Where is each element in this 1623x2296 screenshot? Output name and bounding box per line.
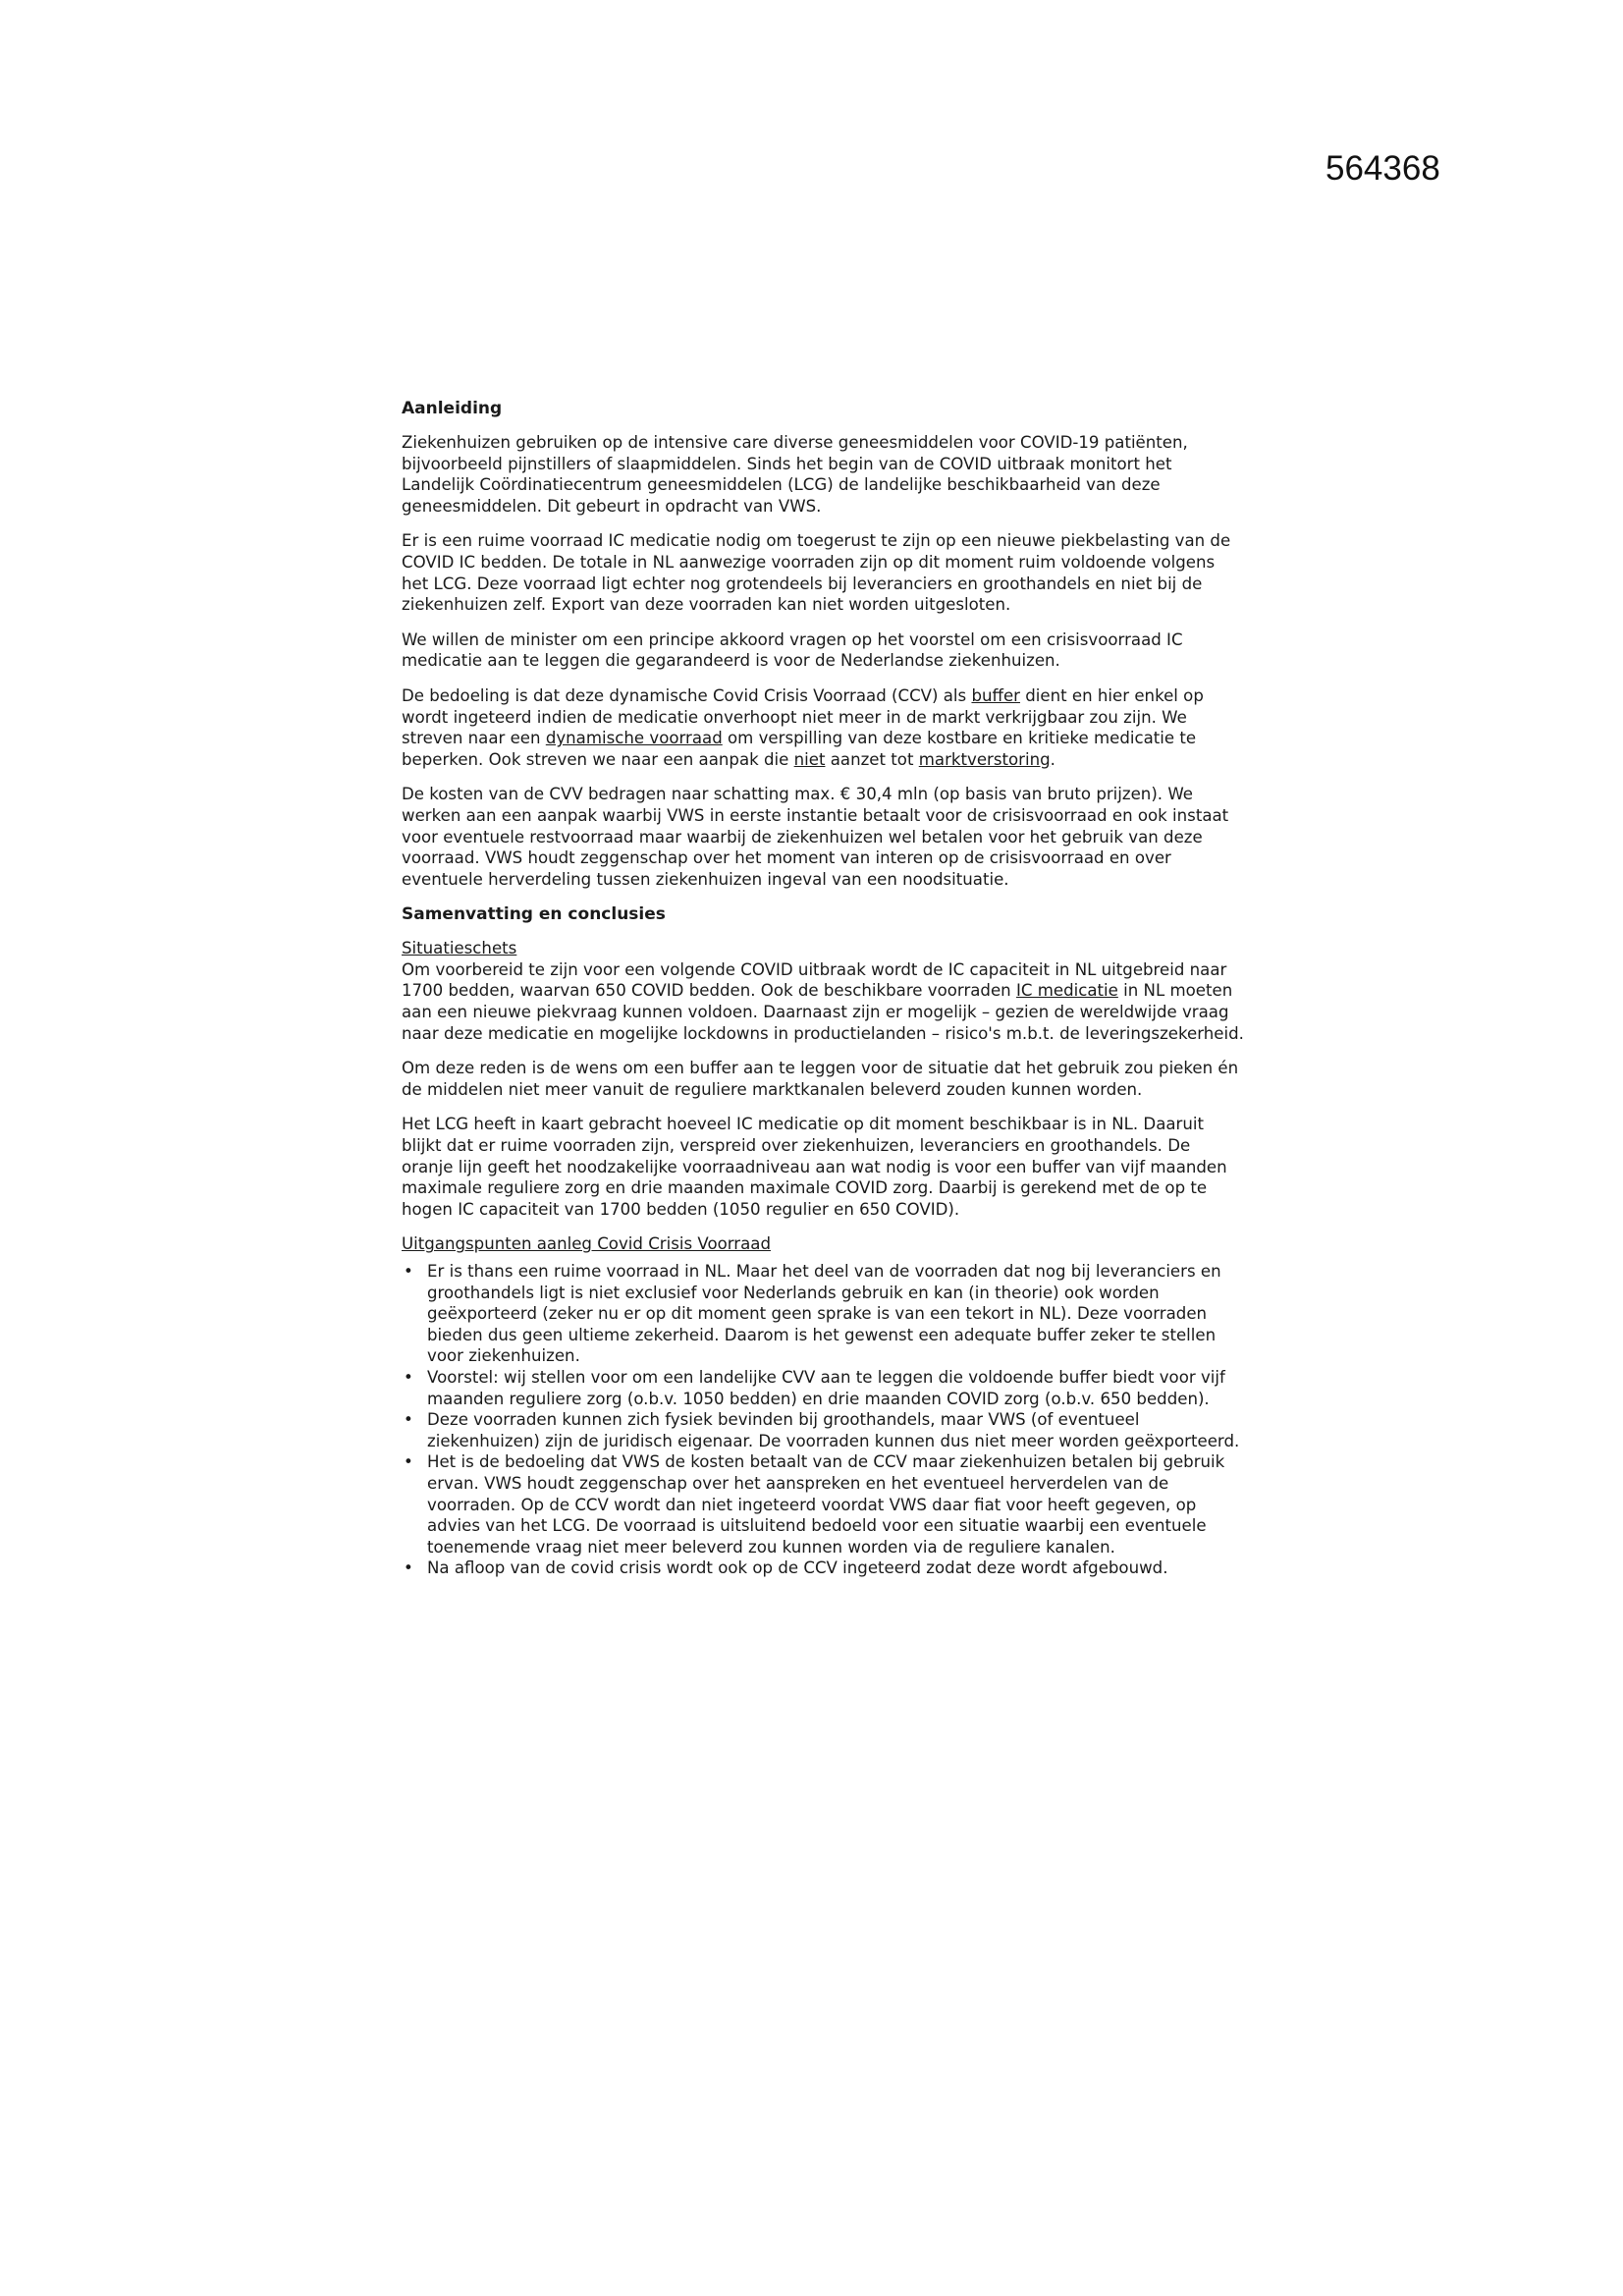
section-heading-samenvatting: Samenvatting en conclusies xyxy=(402,904,666,925)
paragraph: De kosten van de CVV bedragen naar schatting max. € 30,4 mln (op basis van bruto prijzen). We werken aan een aanpak waarbij VWS in eerste instantie betaalt voor de crisisvoorraad en ook instaat voor eventuele restvoorraad maar waarbij de ziekenhuizen wel betalen voor het gebruik van deze voorraad. VWS houdt zeggenschap over het moment van interen op de crisisvoorraad en over eventuele herverdeling tussen ziekenhuizen ingeval van een noodsituatie. xyxy=(402,785,1229,889)
underlined-term: dynamische voorraad xyxy=(545,729,723,748)
list-item: • Er is thans een ruime voorraad in NL. Maar het deel van de voorraden dat nog bij leveranciers en groothandels ligt is niet exclusief voor Nederlands gebruik en kan (in theorie) ook worden geëxporteerd (zeker nu er op dit moment geen sprake is van een tekort in NL). Deze voorraden bieden dus geen ultieme zekerheid. Daarom is het gewenst een adequate buffer zeker te stellen voor ziekenhuizen. xyxy=(427,1261,1244,1367)
bullet-list xyxy=(402,1261,1244,1579)
text-run: aanzet tot xyxy=(825,749,919,769)
paragraph: Ziekenhuizen gebruiken op de intensive care diverse geneesmiddelen voor COVID-19 patiënten, bijvoorbeeld pijnstillers of slaapmiddelen. Sinds het begin van de COVID uitbraak monitort het Landelijk Coördinatiecentrum geneesmiddelen (LCG) de landelijke beschikbaarheid van deze geneesmiddelen. Dit gebeurt in opdracht van VWS. xyxy=(402,433,1188,516)
text-run: Om voorbereid te zijn voor een volgende COVID uitbraak wordt de IC capaciteit in NL uitgebreid naar 1700 bedden, waarvan 650 COVID bedden. Ook de beschikbare voorraden xyxy=(402,959,1227,1001)
text-run: om verspilling van deze kostbare en kritieke medicatie te beperken. Ook streven we naar een aanpak die xyxy=(402,729,1197,769)
document-body xyxy=(402,398,1244,1579)
document-number: 564368 xyxy=(1325,149,1440,188)
list-item: • Na afloop van de covid crisis wordt ook op de CCV ingeteerd zodat deze wordt afgebouwd. xyxy=(427,1558,1244,1579)
underlined-term: marktverstoring xyxy=(918,749,1051,769)
subheading-uitgangspunten: Uitgangspunten aanleg Covid Crisis Voorraad xyxy=(402,1234,771,1254)
paragraph: Het LCG heeft in kaart gebracht hoeveel IC medicatie op dit moment beschikbaar is in NL. Daaruit blijkt dat er ruime voorraden zijn, verspreid over ziekenhuizen, leveranciers en groothandels. De oranje lijn geeft het noodzakelijke voorraadniveau aan wat nodig is voor een buffer van vijf maanden maximale reguliere zorg en drie maanden maximale COVID zorg. Daarbij is gerekend met de op te hogen IC capaciteit van 1700 bedden (1050 regulier en 650 COVID). xyxy=(402,1115,1227,1219)
list-item: • Deze voorraden kunnen zich fysiek bevinden bij groothandels, maar VWS (of eventueel ziekenhuizen) zijn de juridisch eigenaar. De voorraden kunnen dus niet meer worden geëxporteerd. xyxy=(427,1409,1244,1451)
subheading-situatieschets: Situatieschets xyxy=(402,939,517,958)
underlined-term: IC medicatie xyxy=(1015,981,1118,1001)
paragraph xyxy=(402,685,1244,770)
text-run: in NL moeten aan een nieuwe piekvraag kunnen voldoen. Daarnaast zijn er mogelijk – gezien de wereldwijde vraag naar deze medicatie en mogelijke lockdowns in productielanden – risico's m.b.t. de leveringszekerheid. xyxy=(402,981,1244,1043)
paragraph xyxy=(402,959,1244,1044)
underlined-term: buffer xyxy=(971,685,1020,705)
list-item: • Het is de bedoeling dat VWS de kosten betaalt van de CCV maar ziekenhuizen betalen bij gebruik ervan. VWS houdt zeggenschap over het aanspreken en het eventueel herverdelen van de voorraden. Op de CCV wordt dan niet ingeteerd voordat VWS daar fiat voor heeft gegeven, op advies van het LCG. De voorraad is uitsluitend bedoeld voor een situatie waarbij een eventuele toenemende vraag niet meer beleverd zou kunnen worden via de reguliere kanalen. xyxy=(427,1451,1244,1558)
text-run: . xyxy=(1050,749,1055,769)
section-heading-aanleiding: Aanleiding xyxy=(402,399,503,418)
text-run: dient en hier enkel op wordt ingeteerd indien de medicatie onverhoopt niet meer in de markt verkrijgbaar zou zijn. We streven naar een xyxy=(402,685,1204,748)
underlined-term: niet xyxy=(793,749,826,769)
paragraph: We willen de minister om een principe akkoord vragen op het voorstel om een crisisvoorraad IC medicatie aan te leggen die gegarandeerd is voor de Nederlandse ziekenhuizen. xyxy=(402,629,1183,671)
list-item: • Voorstel: wij stellen voor om een landelijke CVV aan te leggen die voldoende buffer biedt voor vijf maanden reguliere zorg (o.b.v. 1050 bedden) en drie maanden COVID zorg (o.b.v. 650 bedden). xyxy=(427,1367,1244,1409)
paragraph: Om deze reden is de wens om een buffer aan te leggen voor de situatie dat het gebruik zou pieken én de middelen niet meer vanuit de reguliere marktkanalen beleverd zouden kunnen worden. xyxy=(402,1059,1239,1099)
text-run: De bedoeling is dat deze dynamische Covid Crisis Voorraad (CCV) als xyxy=(402,685,972,705)
paragraph: Er is een ruime voorraad IC medicatie nodig om toegerust te zijn op een nieuwe piekbelasting van de COVID IC bedden. De totale in NL aanwezige voorraden zijn op dit moment ruim voldoende volgens het LCG. Deze voorraad ligt echter nog grotendeels bij leveranciers en groothandels en niet bij de ziekenhuizen zelf. Export van deze voorraden kan niet worden uitgesloten. xyxy=(402,531,1231,615)
